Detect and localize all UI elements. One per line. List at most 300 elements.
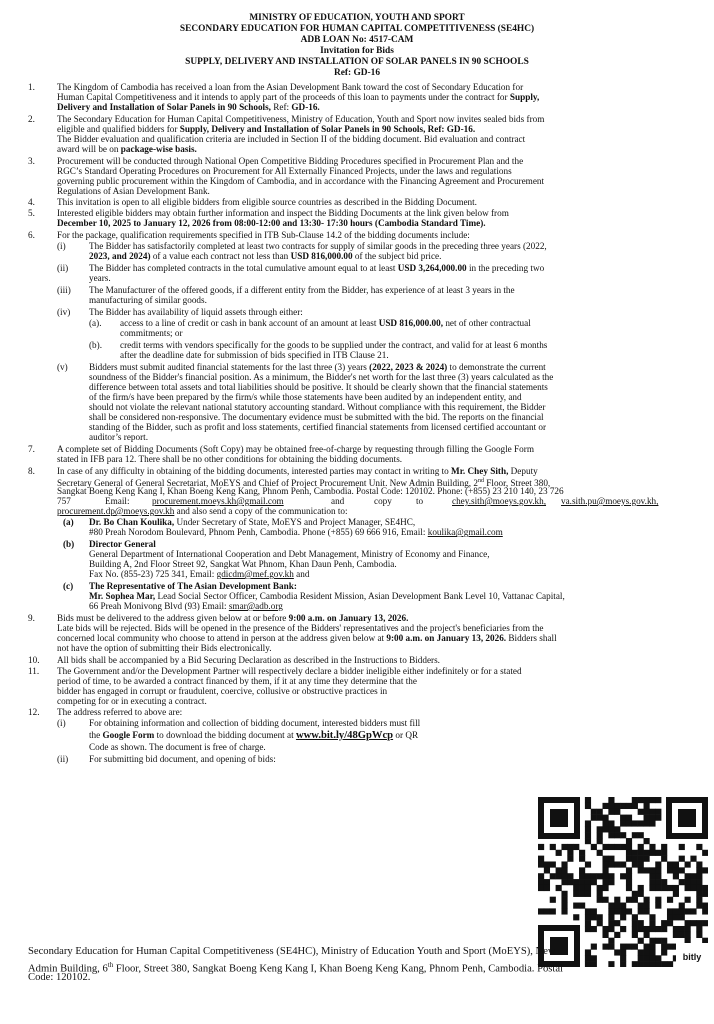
qr-module	[649, 867, 655, 873]
qr-module	[679, 844, 685, 850]
qr-module	[585, 885, 591, 891]
qr-module	[696, 861, 702, 867]
qr-module	[679, 908, 685, 914]
qr-module	[685, 920, 691, 926]
qr-module	[561, 844, 567, 850]
qr-module	[608, 879, 614, 885]
qr-module	[585, 797, 591, 803]
qr-module	[620, 914, 626, 920]
qr-module	[649, 914, 655, 920]
contact-c-title: The Representative of The Asian Development Bank:	[89, 581, 297, 591]
qr-module	[626, 838, 632, 844]
para4-line: This invitation is open to all eligible bidders from eligible source countries as described in the Bidding Document.	[57, 197, 477, 207]
qr-module	[685, 861, 691, 867]
qr-module	[667, 961, 673, 967]
qr-module	[602, 926, 608, 932]
qr-module	[649, 820, 655, 826]
qr-module	[585, 803, 591, 809]
qr-module	[597, 891, 603, 897]
qr-module	[597, 920, 603, 926]
para9-line: not have the option of submitting their Bids electronically.	[57, 643, 272, 653]
requirement-iv-b-line: after the deadline date for submission of bids specified in ITB Clause 21.	[120, 350, 389, 360]
qr-module	[649, 815, 655, 821]
qr-module	[550, 844, 556, 850]
qr-module	[638, 903, 644, 909]
qr-module	[620, 949, 626, 955]
para8-text: to	[416, 496, 424, 506]
qr-module	[661, 926, 667, 932]
qr-module	[655, 955, 661, 961]
footer-line: Admin Building, 6th Floor, Street 380, Sangkat Boeng Keng Kang I, Khan Boeng Keng Kang, Phnom Penh, Cambodia. Postal	[28, 961, 563, 975]
sub-item-number: (a)	[63, 517, 74, 527]
requirement-iv-b-line: credit terms with vendors specifically for the goods to be supplied under the contract, and valid for at least 6 months	[120, 340, 548, 350]
qr-module	[679, 926, 685, 932]
qr-module	[620, 861, 626, 867]
qr-module	[597, 838, 603, 844]
qr-module	[679, 856, 685, 862]
qr-module	[632, 856, 638, 862]
qr-module	[538, 885, 544, 891]
contact-a-line: Dr. Bo Chan Koulika, Under Secretary of State, MoEYS and Project Manager, SE4HC,	[89, 517, 416, 527]
project-heading: SECONDARY EDUCATION FOR HUMAN CAPITAL COMPETITIVENESS (SE4HC)	[179, 24, 535, 34]
qr-module	[620, 903, 626, 909]
para5-line: Interested eligible bidders may obtain further information and inspect the Bidding Documents at the link given below from	[57, 208, 509, 218]
qr-module	[632, 803, 638, 809]
qr-module	[690, 908, 696, 914]
qr-module	[661, 856, 667, 862]
qr-module	[614, 832, 620, 838]
para-number: 4.	[28, 197, 35, 207]
requirement-iii-line: manufacturing of similar goods.	[89, 295, 207, 305]
qr-module	[638, 832, 644, 838]
qr-module	[591, 873, 597, 879]
qr-module	[614, 803, 620, 809]
para1-line: Delivery and Installation of Solar Panels in 90 Schools, Ref: GD-16.	[57, 102, 320, 112]
qr-module	[632, 932, 638, 938]
qr-module	[661, 879, 667, 885]
qr-module	[632, 797, 638, 803]
qr-module	[649, 949, 655, 955]
qr-module	[667, 944, 673, 950]
sub-item-number: (c)	[63, 581, 74, 591]
qr-module	[544, 867, 550, 873]
qr-module	[585, 891, 591, 897]
para7-line: stated in IFB para 12. There shall be no other conditions for obtaining the bidding documents.	[57, 454, 403, 464]
requirement-v-line: soundness of the Bidder's financial position. As a minimum, the Bidder's net worth for the last three (3) years calculated as the	[89, 372, 554, 382]
qr-module	[591, 955, 597, 961]
requirement-iii-line: The Manufacturer of the offered goods, if a different entity from the Bidder, has experience of at least 3 years in the	[89, 285, 515, 295]
qr-module	[608, 961, 614, 967]
para3-line: RGC’s Standard Operating Procedures on Procurement for All Externally Financed Projects, under the laws and regulations	[57, 166, 512, 176]
qr-module	[591, 914, 597, 920]
para3-line: Regulations of Asian Development Bank.	[57, 186, 210, 196]
sub-item-number: (i)	[57, 241, 66, 251]
qr-module	[649, 879, 655, 885]
qr-module	[608, 873, 614, 879]
para9-line: Bids must be delivered to the address given below at or before 9:00 a.m. on January 13, 2026.	[57, 613, 409, 623]
qr-module	[638, 961, 644, 967]
sub-item-number: (iii)	[57, 285, 71, 295]
qr-module	[597, 914, 603, 920]
para12-i-line: Code as shown. The document is free of charge.	[89, 742, 266, 752]
para12-i-line: the Google Form to download the bidding document at www.bit.ly/48GpWcp or QR	[89, 730, 419, 741]
qr-module	[626, 815, 632, 821]
qr-module	[591, 961, 597, 967]
qr-module	[655, 885, 661, 891]
qr-module	[696, 844, 702, 850]
qr-module	[602, 873, 608, 879]
qr-module	[673, 932, 679, 938]
qr-module	[614, 861, 620, 867]
footer-line: Code: 120102.	[28, 972, 91, 983]
para8-text: copy	[374, 496, 392, 506]
qr-module	[626, 879, 632, 885]
qr-module	[573, 891, 579, 897]
sub-item-number: (ii)	[57, 754, 69, 764]
qr-module	[702, 867, 708, 873]
para2-line: award will be on package-wise basis.	[57, 144, 197, 154]
para8-text: Email:	[105, 496, 130, 506]
qr-module	[585, 826, 591, 832]
qr-module	[649, 873, 655, 879]
qr-module	[638, 797, 644, 803]
qr-module	[632, 926, 638, 932]
qr-module	[702, 908, 708, 914]
qr-module	[608, 856, 614, 862]
qr-module	[608, 903, 614, 909]
requirement-iv-line: The Bidder has availability of liquid assets through either:	[89, 307, 303, 317]
qr-module	[690, 920, 696, 926]
contact-c-line: 66 Preah Monivong Blvd (93) Email: smar@adb.org	[89, 601, 283, 611]
contract-title: SUPPLY, DELIVERY AND INSTALLATION OF SOLAR PANELS IN 90 SCHOOLS	[185, 57, 529, 67]
qr-module	[632, 920, 638, 926]
qr-module	[673, 908, 679, 914]
qr-code[interactable]	[538, 797, 708, 967]
qr-module	[608, 861, 614, 867]
contact-b-title: Director General	[89, 539, 156, 549]
para2-line: The Bidder evaluation and qualification criteria are included in Section II of the bidding document. Bid evaluation and contract	[57, 134, 526, 144]
qr-module	[614, 920, 620, 926]
para-number: 9.	[28, 613, 35, 623]
para11-line: The Government and/or the Development Partner will respectively declare a bidder ineligible either indefinitely or for a stated	[57, 666, 522, 676]
qr-module	[702, 850, 708, 856]
qr-module	[644, 815, 650, 821]
qr-module	[696, 867, 702, 873]
qr-module	[661, 850, 667, 856]
qr-module	[644, 903, 650, 909]
qr-module	[673, 885, 679, 891]
qr-module	[649, 926, 655, 932]
qr-module	[561, 908, 567, 914]
para-number: 5.	[28, 208, 35, 218]
qr-module	[579, 867, 585, 873]
qr-module	[644, 949, 650, 955]
sub-item-number: (b)	[63, 539, 75, 549]
requirement-iv-a-line: commitments; or	[120, 328, 183, 338]
qr-module	[644, 838, 650, 844]
qr-module	[632, 961, 638, 967]
qr-module	[638, 955, 644, 961]
qr-module	[638, 949, 644, 955]
qr-module	[614, 908, 620, 914]
qr-module	[544, 908, 550, 914]
koulika-email-link[interactable]: koulika@gmail.com	[427, 527, 503, 537]
qr-module	[608, 926, 614, 932]
requirement-v-line: difference between total assets and total liabilities should be positive. It should be clearly shown that the financial statements	[89, 382, 548, 392]
qr-module	[638, 844, 644, 850]
para8-line: In case of any difficulty in obtaining of the bidding documents, interested parties may contact in writing to Mr. Chey Sith, Deputy	[57, 466, 538, 476]
bitly-brand: bitly	[682, 952, 702, 962]
qr-module	[550, 908, 556, 914]
para6-line: For the package, qualification requirements specified in ITB Sub-Clause 14.2 of the bidding documents include:	[57, 230, 470, 240]
qr-module	[573, 879, 579, 885]
qr-module	[679, 879, 685, 885]
qr-module	[685, 897, 691, 903]
qr-module	[602, 803, 608, 809]
reference-number: Ref: GD-16	[333, 68, 381, 78]
qr-module	[696, 920, 702, 926]
para-number: 11.	[28, 666, 40, 676]
requirement-ii-line: years.	[89, 273, 111, 283]
qr-module	[608, 832, 614, 838]
qr-module	[679, 867, 685, 873]
qr-module	[679, 914, 685, 920]
smar-email-link[interactable]: smar@adb.org	[228, 601, 283, 611]
qr-module	[626, 897, 632, 903]
qr-module	[556, 850, 562, 856]
qr-module	[579, 903, 585, 909]
qr-module	[620, 955, 626, 961]
footer-line: Secondary Education for Human Capital Competitiveness (SE4HC), Ministry of Education Youth and Sport (MoEYS), New	[28, 946, 556, 957]
qr-module	[673, 926, 679, 932]
va-sith-email-link[interactable]: va.sith.pu@moeys.gov.kh,	[561, 496, 659, 506]
qr-module	[579, 885, 585, 891]
para8-line: Secretary General of General Secretariat, MoEYS and Chief of Project Procurement Unit. New Admin Building, 2nd Floor, Street 380,	[57, 478, 551, 489]
qr-module	[690, 856, 696, 862]
qr-module	[585, 920, 591, 926]
qr-module	[567, 856, 573, 862]
qr-module	[626, 885, 632, 891]
qr-module	[602, 867, 608, 873]
requirement-v-line: of the firm/s have been prepared by the firm/s while those statements have been audited by an independent entity, and	[89, 392, 522, 402]
qr-module	[544, 885, 550, 891]
qr-module	[661, 920, 667, 926]
qr-module	[597, 815, 603, 821]
contact-c-line: Mr. Sophea Mar, Lead Social Sector Officer, Cambodia Resident Mission, Asian Development Bank Level 10, Vattanac Capital,	[89, 591, 565, 601]
qr-module	[585, 832, 591, 838]
loan-number: ADB LOAN No: 4517-CAM	[300, 35, 414, 45]
qr-module	[655, 867, 661, 873]
procurement-dp-email-link[interactable]: procurement.dp@moeys.gov.kh	[57, 506, 175, 516]
qr-module	[690, 873, 696, 879]
qr-module	[644, 944, 650, 950]
qr-module	[644, 809, 650, 815]
qr-module	[591, 815, 597, 821]
requirement-v-line: should not violate the relevant national statutory accounting standard. Without compliance with this requirement, the Bidder	[89, 402, 546, 412]
qr-module	[667, 885, 673, 891]
qr-module	[608, 844, 614, 850]
qr-module	[638, 926, 644, 932]
qr-module	[626, 844, 632, 850]
qr-module	[602, 897, 608, 903]
para11-line: period of time, to be awarded a contract financed by them, if it at any time they determine that the	[57, 676, 417, 686]
requirement-v-line: standing of the Bidder, such as profit and loss statements, certified financial statements from licensed certified accountant or	[89, 422, 547, 432]
qr-module	[608, 809, 614, 815]
para7-line: A complete set of Bidding Documents (Soft Copy) may be obtained free-of-charge by requesting through filling the Google Form	[57, 444, 534, 454]
qr-module	[561, 867, 567, 873]
qr-module	[696, 879, 702, 885]
qr-module	[644, 908, 650, 914]
sub-item-number: (iv)	[57, 307, 71, 317]
para-number: 7.	[28, 444, 35, 454]
qr-module	[538, 861, 544, 867]
qr-module	[649, 844, 655, 850]
qr-module	[602, 815, 608, 821]
qr-module	[585, 820, 591, 826]
qr-module	[649, 809, 655, 815]
qr-module	[614, 826, 620, 832]
qr-module	[602, 844, 608, 850]
qr-module	[644, 856, 650, 862]
qr-module	[579, 879, 585, 885]
qr-module	[608, 908, 614, 914]
qr-module	[597, 826, 603, 832]
gdicdm-email-link[interactable]: gdicdm@mef.gov.kh	[216, 569, 294, 579]
qr-module	[644, 803, 650, 809]
qr-module	[538, 856, 544, 862]
qr-module	[573, 844, 579, 850]
qr-module	[685, 926, 691, 932]
qr-module	[602, 826, 608, 832]
qr-module	[585, 955, 591, 961]
qr-module	[626, 873, 632, 879]
qr-module	[649, 961, 655, 967]
para11-line: competing for or in executing a contract.	[57, 696, 207, 706]
qr-module	[567, 879, 573, 885]
qr-module	[608, 826, 614, 832]
qr-module	[655, 961, 661, 967]
qr-module	[638, 885, 644, 891]
qr-module	[673, 914, 679, 920]
contact-b-line: Fax No. (855-23) 725 341, Email: gdicdm@mef.gov.kh and	[89, 569, 310, 579]
qr-module	[597, 850, 603, 856]
para1-line: The Kingdom of Cambodia has received a loan from the Asian Development Bank toward the cost of Secondary Education for	[57, 82, 524, 92]
bid-inspection-period: December 10, 2025 to January 12, 2026 from 08:00-12:00 and 13:30- 17:30 hours (Cambodia Standard Time).	[57, 218, 486, 228]
qr-module	[673, 873, 679, 879]
qr-module	[573, 903, 579, 909]
contact-a-line: #80 Preah Norodom Boulevard, Phnom Penh, Cambodia. Phone (+855) 69 666 916, Email: koulika@gmail.com	[89, 527, 503, 537]
qr-module	[696, 903, 702, 909]
qr-module	[561, 861, 567, 867]
qr-module	[661, 938, 667, 944]
qr-module	[655, 809, 661, 815]
qr-module	[620, 832, 626, 838]
qr-module	[644, 897, 650, 903]
qr-module	[632, 832, 638, 838]
requirement-i-line: 2023, and 2024) of a value each contract not less than USD 816,000.00 of the subject bid price.	[89, 251, 442, 261]
qr-module	[608, 914, 614, 920]
qr-module	[644, 955, 650, 961]
qr-module	[661, 949, 667, 955]
qr-module	[597, 832, 603, 838]
requirement-v-line: shall be considered non-responsive. The documentary evidence must be submitted with the bid. The reports on the financial	[89, 412, 544, 422]
qr-module	[620, 873, 626, 879]
qr-module	[649, 938, 655, 944]
qr-module	[567, 850, 573, 856]
qr-module	[702, 938, 708, 944]
qr-module	[667, 897, 673, 903]
qr-module	[538, 873, 544, 879]
qr-module	[602, 944, 608, 950]
qr-module	[608, 820, 614, 826]
qr-module	[655, 861, 661, 867]
qr-module	[696, 897, 702, 903]
qr-module	[644, 797, 650, 803]
qr-module	[644, 867, 650, 873]
procurement-email-link[interactable]: procurement.moeys.kh@gmail.com	[152, 496, 284, 506]
qr-module	[614, 897, 620, 903]
qr-module	[579, 850, 585, 856]
qr-module	[702, 891, 708, 897]
qr-module	[649, 885, 655, 891]
para2-line: The Secondary Education for Human Capital Competitiveness, Ministry of Education, Youth and Sport now invites sealed bids from	[57, 114, 545, 124]
qr-module	[667, 908, 673, 914]
requirement-v-line: Bidders must submit audited financial statements for the last three (3) years (2022, 2023 & 2024) to demonstrate the current	[89, 362, 546, 372]
qr-module	[702, 920, 708, 926]
qr-module	[649, 955, 655, 961]
qr-module	[655, 815, 661, 821]
qr-module	[632, 850, 638, 856]
qr-module	[597, 897, 603, 903]
qr-module	[602, 820, 608, 826]
qr-module	[655, 938, 661, 944]
doc-type-heading: Invitation for Bids	[320, 46, 394, 56]
qr-module	[696, 891, 702, 897]
qr-module	[585, 838, 591, 844]
sub-sub-item-number: (b).	[89, 340, 103, 350]
qr-module	[655, 873, 661, 879]
qr-module	[550, 873, 556, 879]
qr-module	[685, 885, 691, 891]
qr-module	[538, 908, 544, 914]
sub-sub-item-number: (a).	[89, 318, 102, 328]
qr-module	[638, 891, 644, 897]
qr-module	[655, 879, 661, 885]
qr-module	[620, 844, 626, 850]
ministry-heading: MINISTRY OF EDUCATION, YOUTH AND SPORT	[249, 13, 465, 23]
qr-module	[597, 885, 603, 891]
qr-module	[685, 938, 691, 944]
qr-module	[608, 920, 614, 926]
qr-module	[696, 932, 702, 938]
qr-module	[673, 891, 679, 897]
qr-module	[556, 867, 562, 873]
qr-module	[685, 879, 691, 885]
bitly-link[interactable]: www.bit.ly/48GpWcp	[295, 730, 394, 741]
para-number: 2.	[28, 114, 35, 124]
qr-module	[602, 879, 608, 885]
qr-module	[632, 897, 638, 903]
qr-module	[620, 961, 626, 967]
qr-module	[644, 850, 650, 856]
qr-module	[690, 879, 696, 885]
qr-module	[585, 914, 591, 920]
qr-module	[614, 809, 620, 815]
qr-module	[561, 897, 567, 903]
contact-b-line: Building A, 2nd Floor Street 92, Sangkat Wat Phnom, Khan Daun Penh, Cambodia.	[89, 559, 397, 569]
qr-module	[655, 850, 661, 856]
chey-sith-email-link[interactable]: chey.sith@moeys.gov.kh,	[452, 496, 547, 506]
